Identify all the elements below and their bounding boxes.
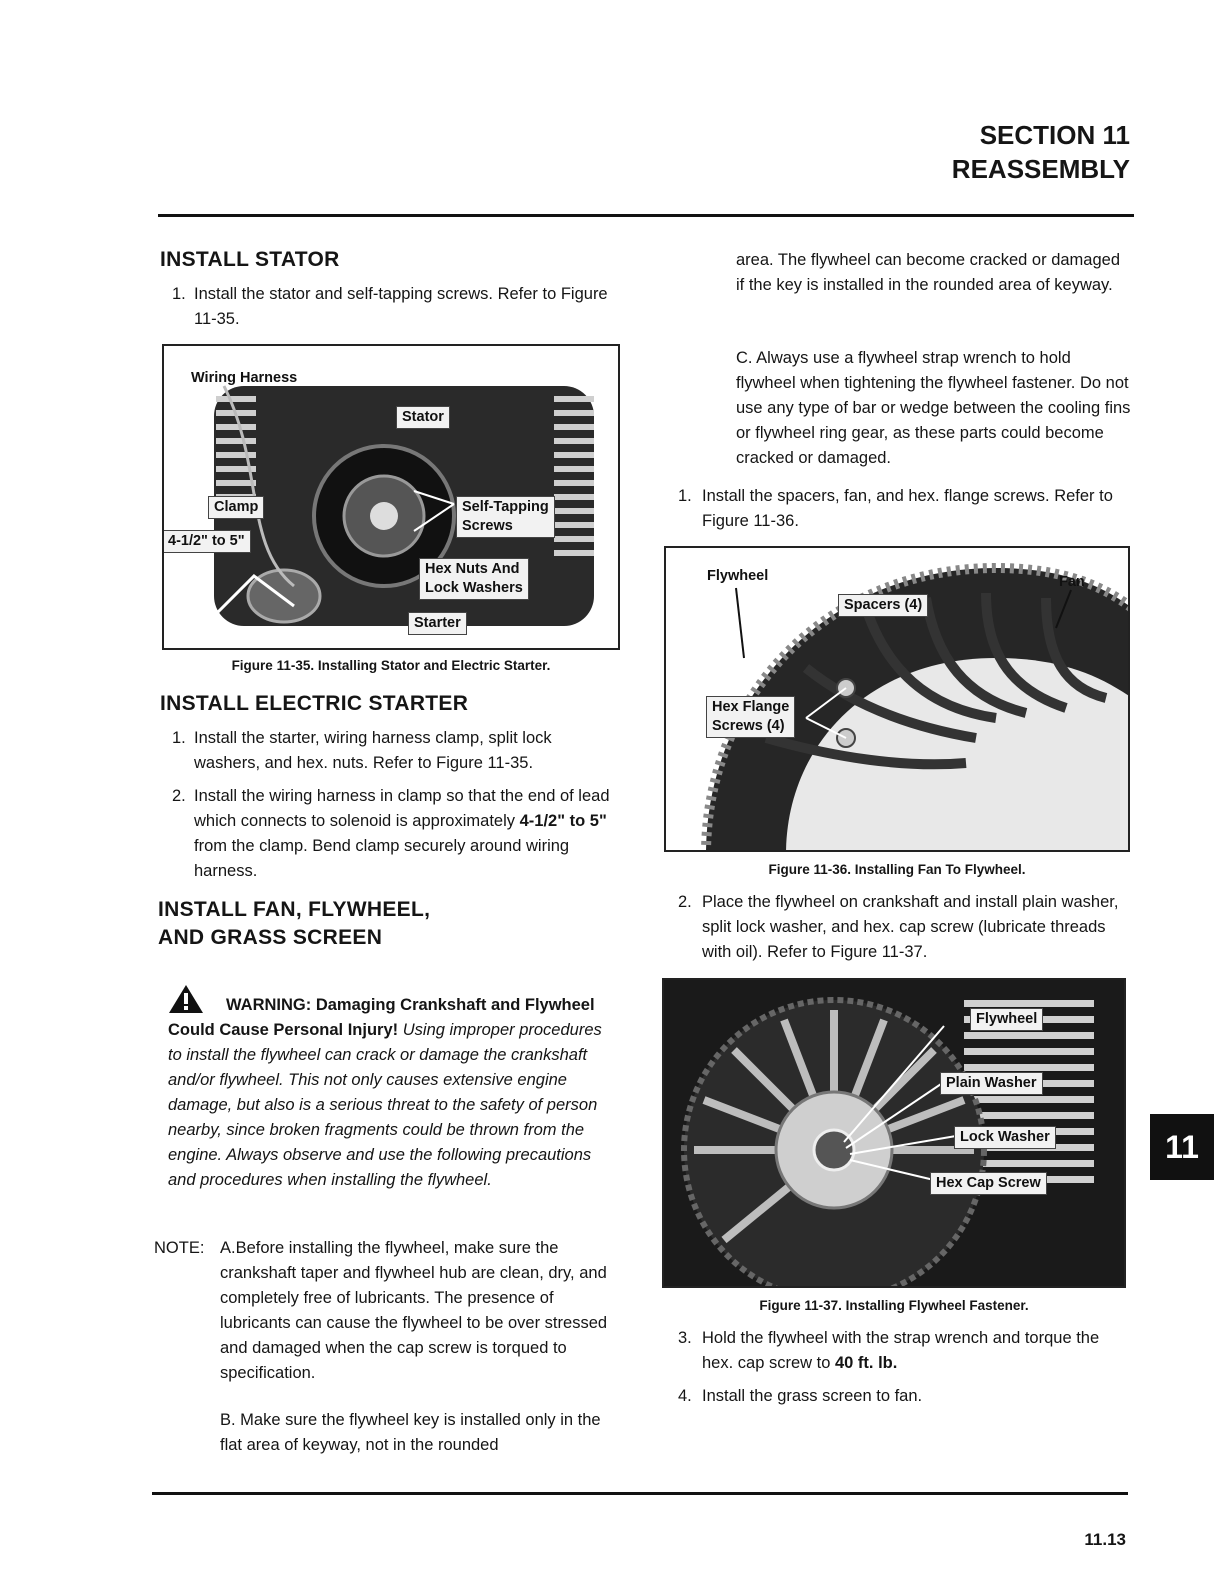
header-rule [158,214,1134,217]
section-title: REASSEMBLY [951,154,1130,184]
heading-install-fan-flywheel: INSTALL FAN, FLYWHEEL, AND GRASS SCREEN [158,898,431,949]
fan-step-3: 3. Hold the flywheel with the strap wrench and torque the hex. cap screw to 40 ft. lb. [678,1329,1100,1372]
note-block: NOTE: A.Before installing the flywheel, make sure the crankshaft taper and flywheel hub are clean, dry, and completely free of lubricants. The presence of lubricants can cause the flywheel to be over stressed and damaged when the cap screw is torqued to specification. [154,1239,608,1382]
label-stator: Stator [396,406,450,429]
starter-step-2: 2. Install the wiring harness in clamp so that the end of lead which connects to solenoid is approximately 4-1/2" to 5" from the clamp. Bend clamp securely around wiring harness. [172,787,610,880]
flywheel-fastener-photo [664,980,1126,1288]
note-b: B. Make sure the flywheel key is installed only in the flat area of keyway, not in the rounded [220,1411,601,1454]
footer-rule [152,1492,1128,1495]
label-hex-flange-screws: Hex Flange Screws (4) [706,696,795,738]
caption-figure-11-36: Figure 11-36. Installing Fan To Flywheel. [768,862,1026,877]
caption-figure-11-37: Figure 11-37. Installing Flywheel Fastener. [759,1298,1029,1313]
label-measurement: 4-1/2" to 5" [162,530,251,553]
fan-step-2: 2. Place the flywheel on crankshaft and install plain washer, split lock washer, and hex. cap screw (lubricate threads with oil). Refer to Figure 11-37. [678,893,1119,961]
label-starter: Starter [408,612,467,635]
label-spacers: Spacers (4) [838,594,928,617]
section-tab: 11 [1150,1114,1214,1180]
warning-block: WARNING: Damaging Crankshaft and Flywheel Could Cause Personal Injury! Using improper procedures to install the flywheel can crack or damage the crankshaft and/or flywheel. This not only causes extensive engine damage, but also is a serious threat to the safety of person nearby, since broken fragments could be thrown from the engine. Always observe and use the following precautions and procedures when installing the flywheel. [168,984,620,1193]
label-fan-36: Fan [1059,574,1085,590]
figure-11-37 [662,978,1126,1288]
fan-step-1: 1. Install the spacers, fan, and hex. flange screws. Refer to Figure 11-36. [678,487,1113,530]
label-lock-washer: Lock Washer [954,1126,1056,1149]
starter-step-1: 1. Install the starter, wiring harness clamp, split lock washers, and hex. nuts. Refer to Figure 11-35. [172,729,552,772]
label-flywheel-37: Flywheel [970,1008,1043,1031]
stator-step-1: 1. Install the stator and self-tapping screws. Refer to Figure 11-35. [172,285,608,328]
section-number: SECTION 11 [979,120,1130,150]
label-flywheel-36: Flywheel [707,568,769,584]
note-b-continued: area. The flywheel can become cracked or damaged if the key is installed in the rounded area of keyway. [736,251,1120,294]
page-number: 11.13 [1084,1530,1126,1549]
label-hex-cap-screw: Hex Cap Screw [930,1172,1047,1195]
label-clamp: Clamp [208,496,264,519]
section-header [952,118,1130,186]
heading-install-stator: INSTALL STATOR [160,248,340,271]
figure-11-35 [162,344,620,650]
label-self-tapping-screws: Self-Tapping Screws [456,496,555,538]
warning-triangle-icon [168,984,204,1014]
label-wiring-harness: Wiring Harness [191,370,298,386]
label-plain-washer: Plain Washer [940,1072,1043,1095]
heading-install-electric-starter: INSTALL ELECTRIC STARTER [160,692,469,715]
fan-step-4: 4. Install the grass screen to fan. [678,1387,923,1405]
label-hex-nuts-lock-washers: Hex Nuts And Lock Washers [419,558,529,600]
figure-11-36 [664,546,1130,852]
note-c: C. Always use a flywheel strap wrench to hold flywheel when tightening the flywheel fastener. Do not use any type of bar or wedge between the cooling fins or flywheel ring gear, as these parts could become cracked or damaged. [736,349,1131,467]
caption-figure-11-35: Figure 11-35. Installing Stator and Electric Starter. [231,658,551,673]
